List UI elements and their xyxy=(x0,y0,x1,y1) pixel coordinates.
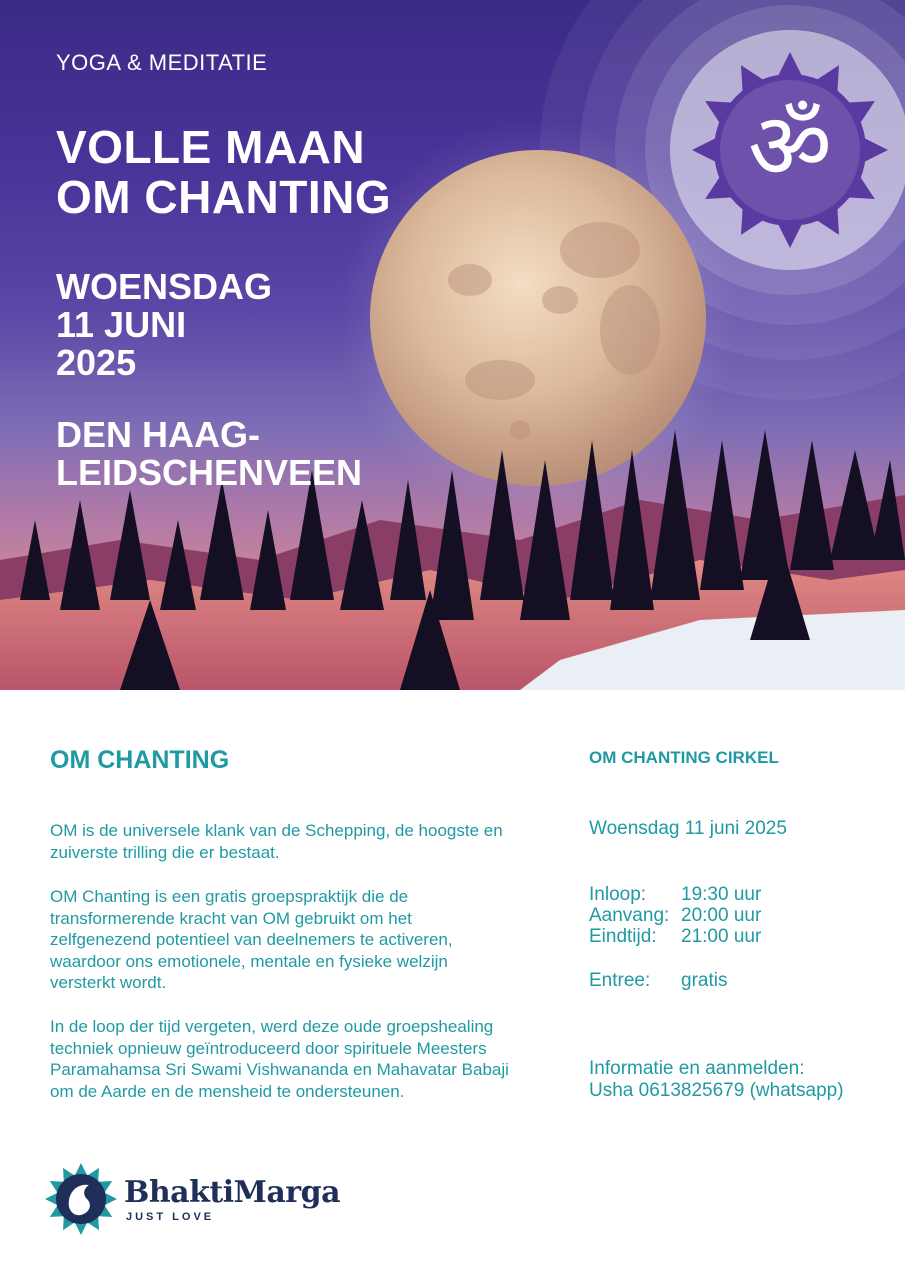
entry-fee xyxy=(589,970,727,992)
contact-info xyxy=(589,1058,844,1102)
hero-title-line: OM CHANTING xyxy=(56,171,392,223)
paragraph-line: zelfgenezend potentieel van deelnemers te activeren, xyxy=(50,930,453,949)
hero-kicker: YOGA & MEDITATIE xyxy=(56,50,268,75)
intro-paragraph xyxy=(50,820,550,863)
event-date: Woensdag 11 juni 2025 xyxy=(589,818,787,839)
entry-label: Entree: xyxy=(589,970,651,991)
hero-place-line: LEIDSCHENVEEN xyxy=(56,452,363,493)
practice-paragraph xyxy=(50,886,550,994)
paragraph-line: zuiverste trilling die er bestaat. xyxy=(50,842,280,862)
om-lotus-icon xyxy=(690,50,890,250)
section-title: OM CHANTING xyxy=(50,746,230,774)
hero-title-line: VOLLE MAAN xyxy=(56,121,366,173)
paragraph-line: techniek opnieuw geïntroduceerd door spirituele Meesters xyxy=(50,1038,487,1058)
hero-date-line: 11 JUNI xyxy=(56,304,187,345)
hero-place xyxy=(56,416,362,492)
hero-date-line: WOENSDAG xyxy=(56,266,272,307)
bhaktimarga-logo-icon xyxy=(44,1162,118,1236)
paragraph-line: OM Chanting is een gratis groepspraktijk die de xyxy=(50,887,409,906)
paragraph-line: waardoor ons emotionele, mentale en fysieke welzijn xyxy=(50,951,448,971)
hero-date xyxy=(56,268,272,382)
brand-name: BhaktiMarga xyxy=(124,1175,341,1210)
om-symbol: ॐ xyxy=(748,93,832,200)
hero-title xyxy=(56,122,391,222)
brand-tagline: JUST LOVE xyxy=(126,1211,215,1223)
entry-value: gratis xyxy=(681,970,728,991)
paragraph-line: OM is de universele klank van de Schepping, de hoogste en xyxy=(50,821,503,840)
paragraph-line: om de Aarde en de mensheid te ondersteunen. xyxy=(50,1081,405,1101)
contact-phone[interactable]: Usha 0613825679 (whatsapp) xyxy=(589,1080,844,1101)
paragraph-line: In de loop der tijd vergeten, werd deze oude groepshealing xyxy=(50,1017,494,1036)
schedule-row xyxy=(589,905,761,926)
contact-heading: Informatie en aanmelden: xyxy=(589,1058,805,1079)
schedule-value: 20:00 uur xyxy=(681,905,762,926)
history-paragraph xyxy=(50,1016,550,1102)
schedule-label: Aanvang: xyxy=(589,905,670,926)
paragraph-line: versterkt wordt. xyxy=(50,973,167,992)
hero-place-line: DEN HAAG- xyxy=(56,414,260,455)
event-title: OM CHANTING CIRKEL xyxy=(589,748,779,767)
schedule-label: Eindtijd: xyxy=(589,926,657,947)
hero-date-line: 2025 xyxy=(56,342,137,383)
event-schedule xyxy=(589,884,761,947)
schedule-value: 19:30 uur xyxy=(681,884,762,905)
schedule-value: 21:00 uur xyxy=(681,926,762,947)
paragraph-line: Paramahamsa Sri Swami Vishwananda en Mahavatar Babaji xyxy=(50,1060,509,1079)
schedule-row xyxy=(589,926,761,947)
schedule-label: Inloop: xyxy=(589,884,647,905)
schedule-row xyxy=(589,884,761,905)
paragraph-line: transformerende kracht van OM gebruikt om het xyxy=(50,908,412,928)
